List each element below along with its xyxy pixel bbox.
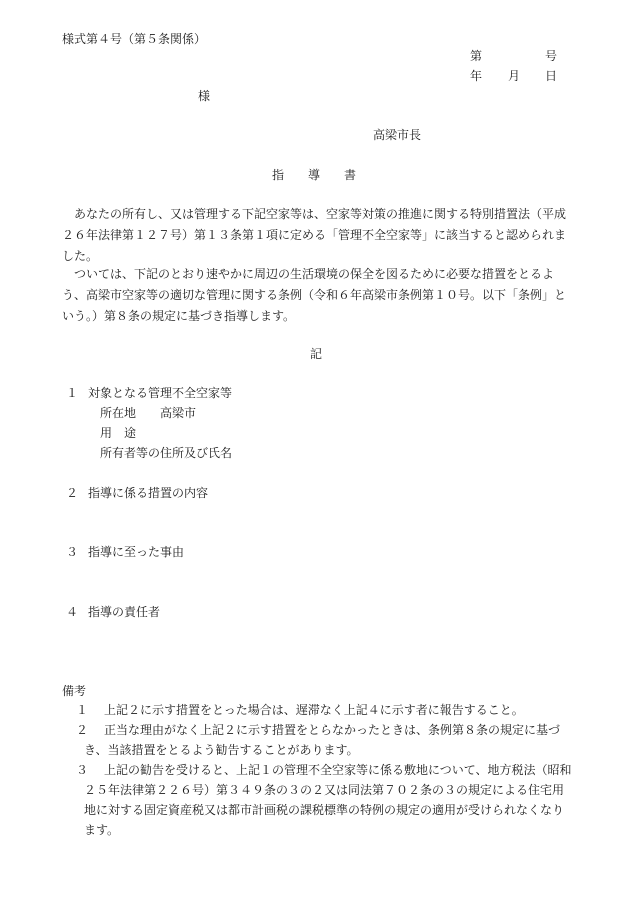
body-paragraph-1: あなたの所有し、又は管理する下記空家等は、空家等対策の推進に関する特別措置法（平成２６年法律第１２７号）第１３条第１項に定める「管理不全空家等」に該当すると認められました。	[62, 207, 567, 263]
note-number: ２	[76, 723, 89, 737]
issuer: 高梁市長	[373, 128, 422, 142]
section-number: １	[66, 386, 79, 400]
date-day: 日	[545, 69, 558, 83]
section-title: 指導に係る措置の内容	[88, 486, 209, 500]
addressee-suffix: 様	[198, 89, 211, 103]
note-number: １	[76, 703, 89, 717]
section-title: 指導の責任者	[88, 605, 161, 619]
owner-label: 所有者等の住所及び氏名	[100, 446, 233, 460]
doc-number-prefix: 第	[470, 49, 483, 63]
notes-heading: 備考	[62, 684, 87, 698]
section-number: ３	[66, 545, 79, 559]
section-number: ４	[66, 605, 79, 619]
note-text: 上記２に示す措置をとった場合は、遅滞なく上記４に示す者に報告すること。	[104, 703, 524, 717]
use-label: 用 途	[100, 426, 137, 440]
section-title: 対象となる管理不全空家等	[88, 386, 233, 400]
section-number: ２	[66, 486, 79, 500]
location-value: 高梁市	[160, 406, 197, 420]
date-year: 年	[470, 69, 483, 83]
note-text: 正当な理由がなく上記２に示す措置をとらなかったときは、条例第８条の規定に基づき、当該措置をとるよう勧告することがあります。	[84, 723, 561, 757]
note-text: 上記の勧告を受けると、上記１の管理不全空家等に係る敷地について、地方税法（昭和２５年法律第２２６号）第３４９条の３の２又は同法第７０２条の３の規定による住宅用地に対する固定資産税又は都市計画税の課税標準の特例の規定の適用が受けられなくなります。	[84, 763, 572, 837]
notes-list	[62, 700, 574, 840]
note-number: ３	[76, 763, 89, 777]
section-title: 指導に至った事由	[88, 545, 185, 559]
ki-heading: 記	[310, 347, 323, 361]
note-item	[62, 700, 574, 720]
document-title: 指 導 書	[272, 168, 357, 182]
doc-number-suffix: 号	[545, 49, 558, 63]
note-item	[62, 720, 574, 760]
body-paragraph-2: ついては、下記のとおり速やかに周辺の生活環境の保全を図るために必要な措置をとるよう、高梁市空家等の適切な管理に関する条例（令和６年高梁市条例第１０号。以下「条例」という。）第８条の規定に基づき指導します。	[62, 267, 567, 323]
location-label: 所在地	[100, 406, 137, 420]
date-month: 月	[508, 69, 521, 83]
form-label: 様式第４号（第５条関係）	[62, 32, 207, 46]
note-item	[62, 760, 574, 840]
